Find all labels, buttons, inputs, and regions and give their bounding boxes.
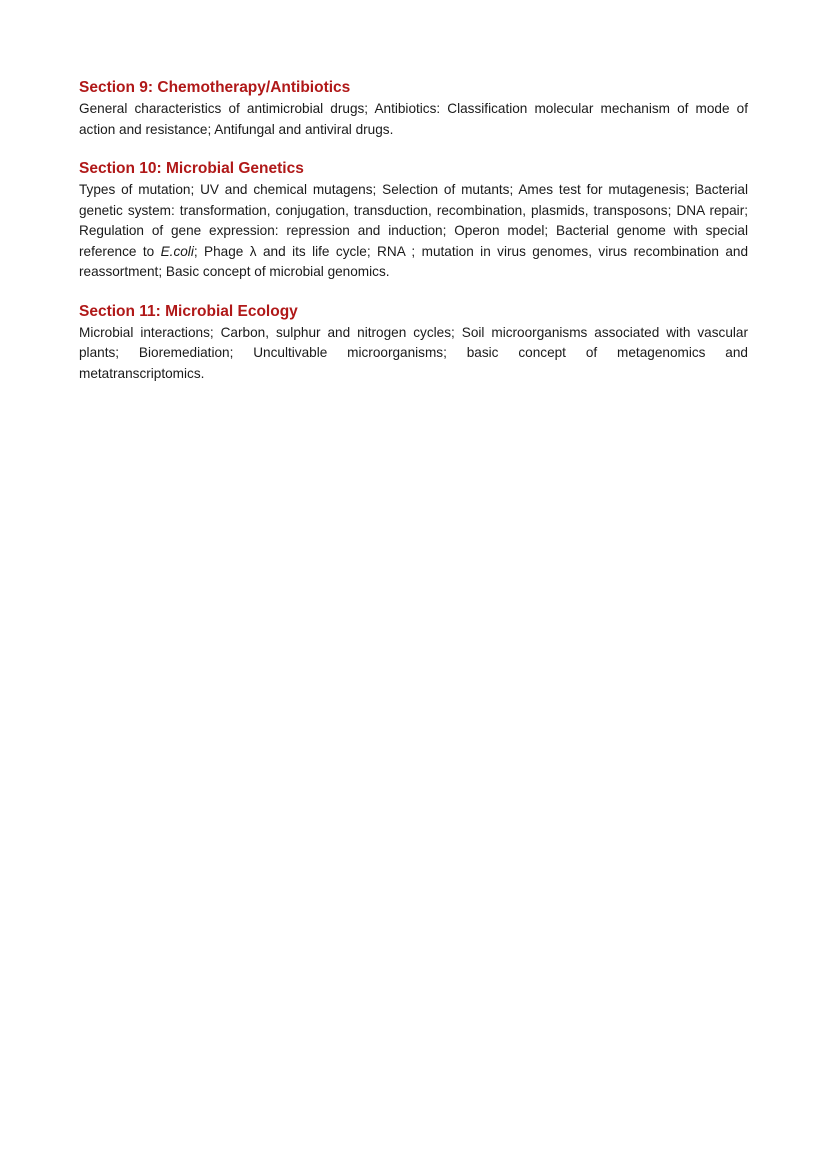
paragraph-text: Types of mutation; UV and chemical mutagens; Selection of mutants; Ames test for mutagenesis; Bacterial genetic system: transformation, conjugation, transduction, recombination, plasmids, transposons; DNA repair; Regulation of gene expression: repression and induction; Operon model; Bacterial genome with special reference to <box>79 182 748 259</box>
document-page <box>79 78 748 403</box>
paragraph-text: ; Phage λ and its life cycle; RNA ; mutation in virus genomes, virus recombination and reassortment; Basic concept of microbial genomics. <box>79 243 748 279</box>
section-microbial-genetics <box>79 159 748 283</box>
section-paragraph: General characteristics of antimicrobial drugs; Antibiotics: Classification molecular mechanism of mode of action and resistance; Antifungal and antiviral drugs. <box>79 101 748 137</box>
section-heading: Section 10: Microbial Genetics <box>79 160 304 177</box>
section-heading: Section 9: Chemotherapy/Antibiotics <box>79 79 351 96</box>
species-name: E.coli <box>160 243 194 259</box>
section-microbial-ecology <box>79 302 748 385</box>
section-chemotherapy-antibiotics <box>79 78 748 140</box>
section-paragraph <box>79 180 748 283</box>
section-paragraph: Microbial interactions; Carbon, sulphur and nitrogen cycles; Soil microorganisms associated with vascular plants; Bioremediation; Uncultivable microorganisms; basic concept of metagenomics and metatranscriptomics. <box>79 324 748 381</box>
section-heading: Section 11: Microbial Ecology <box>79 302 298 320</box>
